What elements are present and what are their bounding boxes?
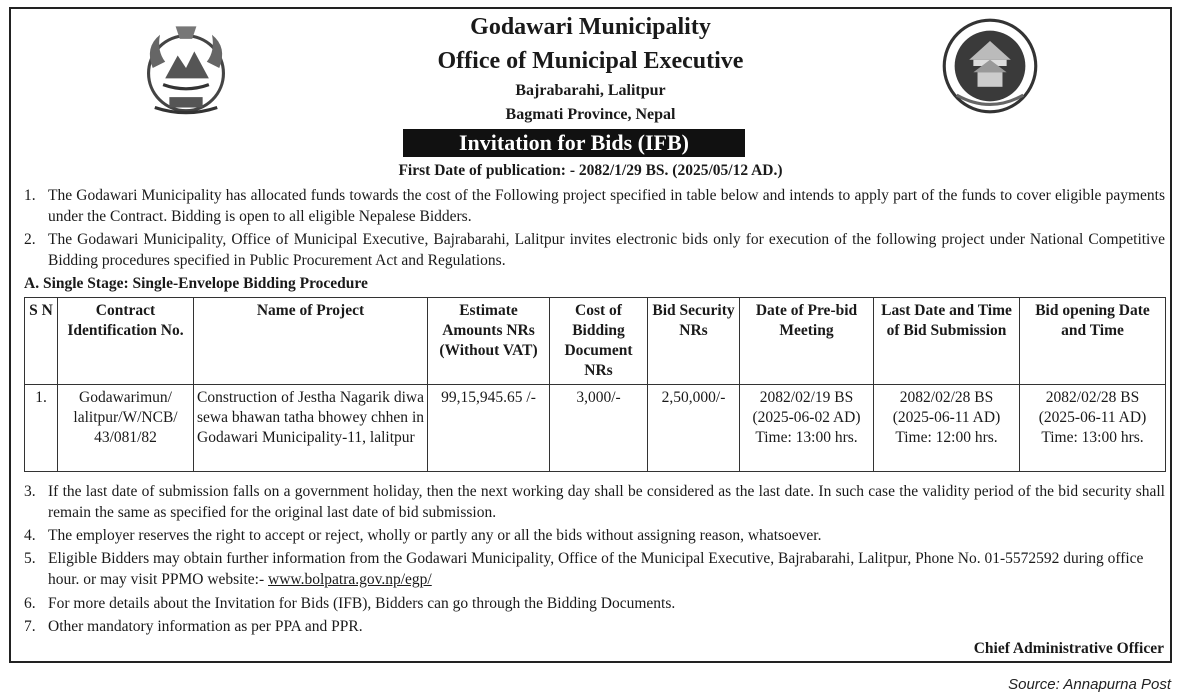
cell-security: 2,50,000/- [648,385,740,472]
cell-project: Construction of Jestha Nagarik diwa sewa bhawan tatha bhowey chhen in Godawari Municipality-11, lalitpur [194,385,428,472]
col-project: Name of Project [194,298,428,385]
signature-title: Chief Administrative Officer [973,640,1164,657]
col-lastdate: Last Date and Time of Bid Submission [874,298,1020,385]
paragraph-5 [24,548,1165,590]
paragraph-3 [24,481,1165,523]
paragraph-text: For more details about the Invitation for Bids (IFB), Bidders can go through the Bidding Documents. [48,595,676,612]
cell-lastdate [874,385,1020,472]
paragraph-number: 3. [24,483,36,500]
col-cost: Cost of Bidding Document NRs [550,298,648,385]
paragraph-number: 2. [24,231,36,248]
ppmo-website-link[interactable]: www.bolpatra.gov.np/egp/ [268,571,432,588]
cell-prebid [740,385,874,472]
table-header-row [25,298,1166,385]
prebid-date-bs: 2082/02/19 BS [759,389,854,406]
paragraph-text: If the last date of submission falls on a government holiday, then the next working day shall be considered as the last date. In such case the validity period of the bid security shall remain the same as specified for the original last date of bid submission. [48,483,1165,521]
municipality-name: Godawari Municipality [470,14,711,40]
cell-contract: Godawarimun/ lalitpur/W/NCB/ 43/081/82 [58,385,194,472]
paragraph-1 [24,185,1165,227]
paragraph-6 [24,593,1165,614]
address-line: Bajrabarahi, Lalitpur [515,82,666,99]
last-date-ad: (2025-06-11 AD) [892,409,1001,426]
paragraph-text [48,548,1165,590]
table-row [25,385,1166,472]
paragraph-4 [24,525,1165,546]
last-time: Time: 12:00 hrs. [895,429,998,446]
col-opening: Bid opening Date and Time [1020,298,1166,385]
opening-date-bs: 2082/02/28 BS [1045,389,1140,406]
paragraph-number: 6. [24,595,36,612]
section-a-heading: A. Single Stage: Single-Envelope Bidding Procedure [24,275,368,292]
paragraph-number: 4. [24,527,36,544]
cell-opening [1020,385,1166,472]
col-prebid: Date of Pre-bid Meeting [740,298,874,385]
paragraph-number: 5. [24,550,36,567]
ifb-banner: Invitation for Bids (IFB) [403,129,745,157]
office-name: Office of Municipal Executive [437,48,744,74]
paragraph-5-text: Eligible Bidders may obtain further information from the Godawari Municipality, Office of the Municipal Executive, Bajrabarahi, Lalitpur, Phone No. 01-5572592 during office hour. or may visit PPMO website:- [48,550,1144,588]
publication-date: First Date of publication: - 2082/1/29 BS. (2025/05/12 AD.) [398,162,783,179]
source-credit: Source: Annapurna Post [1008,676,1171,693]
paragraph-number: 7. [24,618,36,635]
paragraph-text: The employer reserves the right to accept or reject, wholly or partly any or all the bids without assigning reason, whatsoever. [48,527,822,544]
paragraph-text: Other mandatory information as per PPA and PPR. [48,618,363,635]
opening-time: Time: 13:00 hrs. [1041,429,1144,446]
bid-table [24,297,1166,472]
col-estimate: Estimate Amounts NRs (Without VAT) [428,298,550,385]
paragraph-2 [24,229,1165,271]
cell-sn: 1. [25,385,58,472]
paragraph-number: 1. [24,187,36,204]
col-contract: Contract Identification No. [58,298,194,385]
col-sn: S N [25,298,58,385]
paragraph-text: The Godawari Municipality, Office of Municipal Executive, Bajrabarahi, Lalitpur invites electronic bids only for execution of the following project under National Competitive Bidding procedures specified in Public Procurement Act and Regulations. [48,231,1165,269]
paragraph-7 [24,616,1165,637]
prebid-time: Time: 13:00 hrs. [755,429,858,446]
opening-date-ad: (2025-06-11 AD) [1038,409,1147,426]
last-date-bs: 2082/02/28 BS [899,389,994,406]
col-security: Bid Security NRs [648,298,740,385]
cell-estimate: 99,15,945.65 /- [428,385,550,472]
province-line: Bagmati Province, Nepal [505,106,676,123]
cell-cost: 3,000/- [550,385,648,472]
paragraph-text: The Godawari Municipality has allocated funds towards the cost of the Following project specified in table below and intends to apply part of the funds to cover eligible payments under the Contract. Bidding is open to all eligible Nepalese Bidders. [48,187,1165,225]
prebid-date-ad: (2025-06-02 AD) [752,409,861,426]
